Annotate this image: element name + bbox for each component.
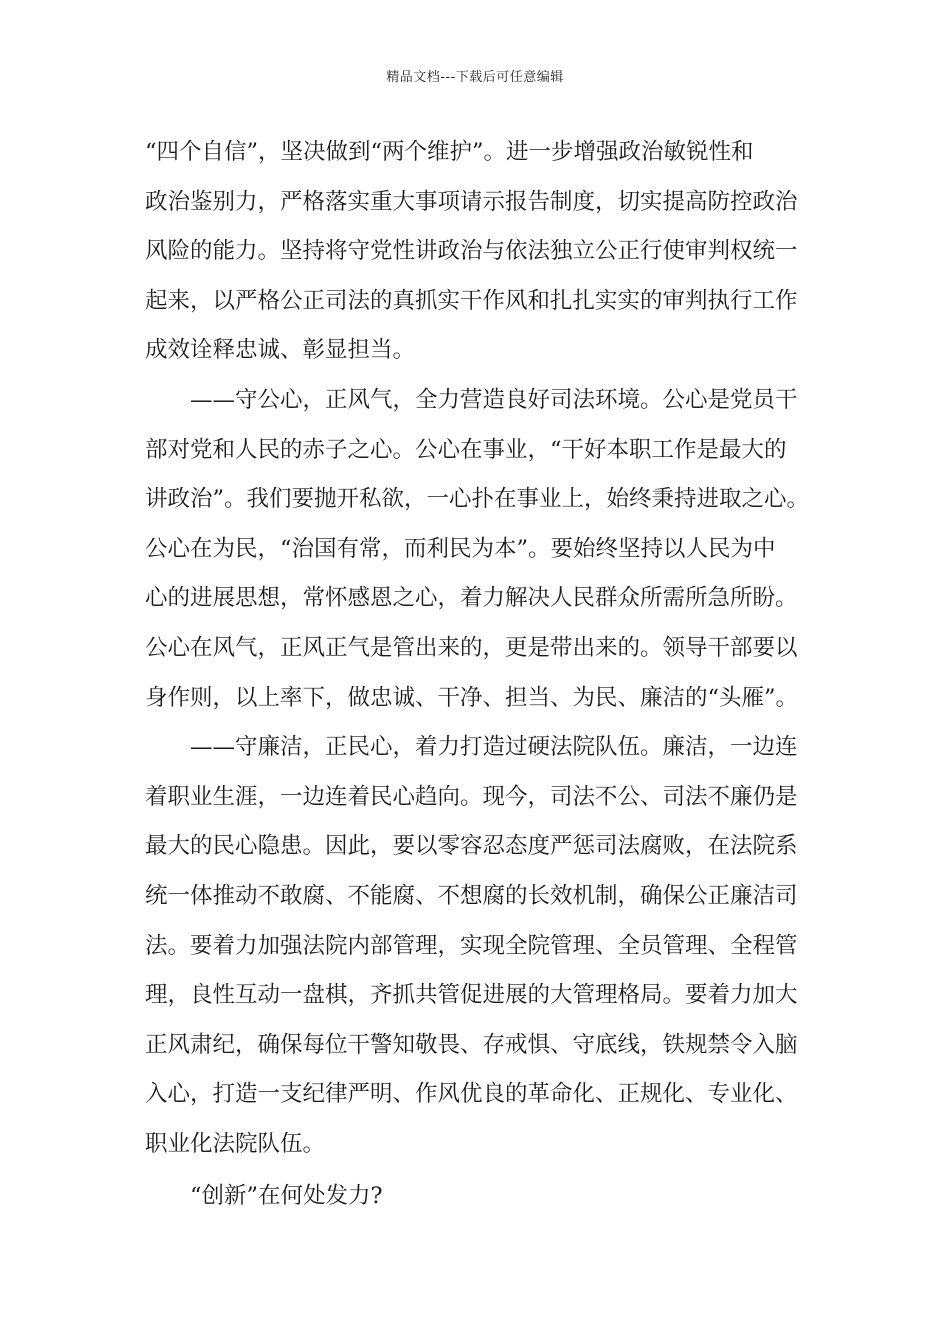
paragraph (145, 723, 809, 1169)
text-line: 部对党和人民的赤子之心。公心在事业，“干好本职工作是最大的 (145, 436, 787, 463)
text-line: ——守公心，正风气，全力营造良好司法环境。公心是党员干 (145, 386, 798, 413)
text-line: 职业化法院队伍。 (145, 1130, 326, 1157)
text-line: 统一体推动不敢腐、不能腐、不想腐的长效机制，确保公正廉洁司 (145, 882, 798, 909)
text-line: 心的进展思想，常怀感恩之心，着力解决人民群众所需所急所盼。 (145, 585, 798, 612)
text-line: 风险的能力。坚持将守党性讲政治与依法独立公正行使审判权统一 (145, 238, 798, 265)
text-line: 起来，以严格公正司法的真抓实干作风和扎扎实实的审判执行工作 (145, 287, 798, 314)
text-line: 最大的民心隐患。因此，要以零容忍态度严惩司法腐败，在法院系 (145, 833, 798, 860)
text-line: 法。要着力加强法院内部管理，实现全院管理、全员管理、全程管 (145, 932, 798, 959)
text-line: 入心，打造一支纪律严明、作风优良的革命化、正规化、专业化、 (145, 1081, 798, 1108)
section-subheading: “创新”在何处发力? (190, 1183, 383, 1209)
text-line: 公心在为民，“治国有常，而利民为本”。要始终坚持以人民为中 (145, 535, 776, 562)
page-header: 精品文档---下载后可任意编辑 (386, 70, 564, 85)
text-line: 公心在风气，正风正气是管出来的，更是带出来的。领导干部要以 (145, 634, 798, 661)
paragraph (145, 376, 809, 723)
text-line: “四个自信”，坚决做到“两个维护”。进一步增强政治敏锐性和 (145, 139, 754, 165)
text-line: 正风肃纪，确保每位干警知敬畏、存戒惧、守底线，铁规禁令入脑 (145, 1031, 798, 1058)
text-line: 身作则，以上率下，做忠诚、干净、担当、为民、廉洁的“头雁”。 (145, 684, 799, 711)
paragraph (145, 128, 809, 376)
text-line: 政治鉴别力，严格落实重大事项请示报告制度，切实提高防控政治 (145, 188, 798, 215)
document-body (145, 128, 809, 1169)
text-line: 理，良性互动一盘棋，齐抓共管促进展的大管理格局。要着力加大 (145, 982, 798, 1009)
text-line: 着职业生涯，一边连着民心趋向。现今，司法不公、司法不廉仍是 (145, 783, 798, 810)
text-line: 讲政治”。我们要抛开私欲，一心扑在事业上，始终秉持进取之心。 (145, 486, 810, 513)
text-line: 成效诠释忠诚、彰显担当。 (145, 337, 416, 364)
text-line: ——守廉洁，正民心，着力打造过硬法院队伍。廉洁，一边连 (145, 734, 798, 761)
